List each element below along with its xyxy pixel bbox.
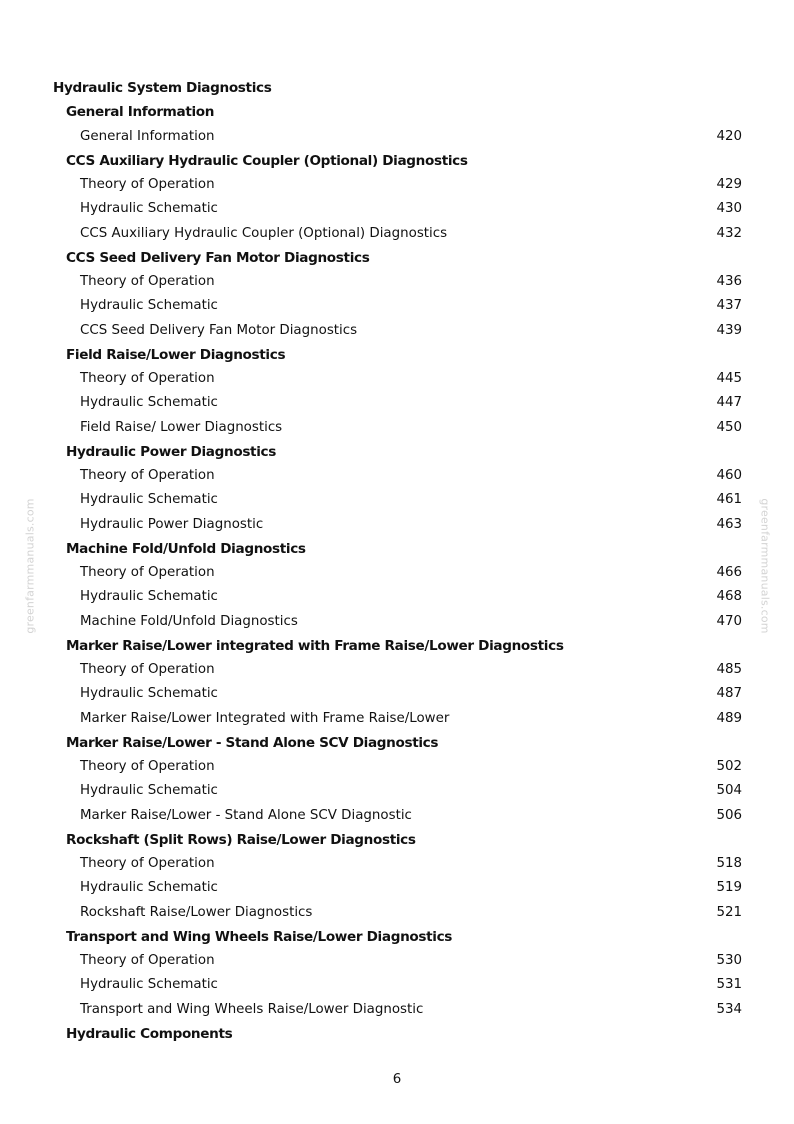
toc-entry-label: Theory of Operation xyxy=(80,371,215,386)
toc-section-heading-label: Rockshaft (Split Rows) Raise/Lower Diagnostics xyxy=(66,831,416,848)
toc-entry-label: Theory of Operation xyxy=(80,565,215,580)
toc-entry-page: 429 xyxy=(716,177,742,192)
toc-entry[interactable] xyxy=(53,973,742,997)
toc-entry-label: Hydraulic Schematic xyxy=(80,395,218,411)
toc-entry[interactable] xyxy=(53,682,742,706)
toc-chapter-title[interactable] xyxy=(53,76,742,100)
toc-entry[interactable] xyxy=(53,197,742,221)
toc-entry-page: 487 xyxy=(716,686,742,702)
toc-section-heading[interactable] xyxy=(53,828,742,852)
toc-entry[interactable] xyxy=(53,125,742,149)
toc-section-heading-label: Marker Raise/Lower - Stand Alone SCV Diagnostics xyxy=(66,734,439,751)
toc-entry-page: 485 xyxy=(716,662,742,677)
toc-chapter-title-label: Hydraulic System Diagnostics xyxy=(53,80,272,96)
toc-entry-label: CCS Auxiliary Hydraulic Coupler (Optional) Diagnostics xyxy=(80,225,448,241)
toc-entry-page: 468 xyxy=(716,589,742,605)
watermark-right: greenfarmmanuals.com xyxy=(758,498,772,634)
toc-section-heading-label: CCS Auxiliary Hydraulic Coupler (Optional) Diagnostics xyxy=(66,152,468,169)
toc-entry-page: 463 xyxy=(716,516,742,532)
toc-section-heading[interactable] xyxy=(53,925,742,949)
toc-entry[interactable] xyxy=(53,222,742,246)
toc-entry-page: 531 xyxy=(716,977,742,993)
toc-entry[interactable] xyxy=(53,464,742,488)
toc-entry[interactable] xyxy=(53,658,742,682)
table-of-contents xyxy=(53,76,742,1046)
toc-entry-page: 437 xyxy=(716,298,742,314)
toc-section-heading[interactable] xyxy=(53,537,742,561)
toc-entry-page: 506 xyxy=(716,807,742,823)
toc-section-heading-label: Field Raise/Lower Diagnostics xyxy=(66,346,286,363)
toc-entry[interactable] xyxy=(53,585,742,609)
toc-section-heading-label: Hydraulic Power Diagnostics xyxy=(66,443,276,460)
toc-entry[interactable] xyxy=(53,901,742,925)
toc-entry-page: 432 xyxy=(716,225,742,241)
toc-entry[interactable] xyxy=(53,707,742,731)
toc-entry-label: Hydraulic Schematic xyxy=(80,492,218,508)
watermark-left: greenfarmmanuals.com xyxy=(23,498,37,634)
toc-entry-label: Theory of Operation xyxy=(80,662,215,677)
toc-entry-label: Hydraulic Schematic xyxy=(80,589,218,605)
toc-entry-page: 530 xyxy=(716,953,742,968)
toc-entry-label: Theory of Operation xyxy=(80,759,215,774)
toc-entry[interactable] xyxy=(53,561,742,585)
toc-entry-label: Theory of Operation xyxy=(80,468,215,483)
toc-entry-page: 504 xyxy=(716,783,742,799)
toc-entry-label: General Information xyxy=(80,128,215,144)
toc-entry-page: 447 xyxy=(716,395,742,411)
toc-sections xyxy=(53,100,742,1046)
toc-entry-page: 519 xyxy=(716,880,742,896)
toc-entry-label: Hydraulic Schematic xyxy=(80,977,218,993)
toc-entry-page: 518 xyxy=(716,856,742,871)
toc-entry-label: Machine Fold/Unfold Diagnostics xyxy=(80,613,298,629)
toc-section-heading[interactable] xyxy=(53,246,742,270)
toc-entry-page: 420 xyxy=(716,128,742,144)
toc-section-heading-label: Transport and Wing Wheels Raise/Lower Diagnostics xyxy=(66,928,453,945)
toc-entry[interactable] xyxy=(53,294,742,318)
toc-section-heading-label: General Information xyxy=(66,104,215,121)
toc-section-heading-label: CCS Seed Delivery Fan Motor Diagnostics xyxy=(66,249,370,266)
toc-section-heading[interactable] xyxy=(53,1022,742,1046)
toc-section-heading-label: Machine Fold/Unfold Diagnostics xyxy=(66,540,306,557)
toc-entry[interactable] xyxy=(53,610,742,634)
toc-section-heading[interactable] xyxy=(53,440,742,464)
toc-entry-page: 436 xyxy=(716,274,742,289)
toc-entry[interactable] xyxy=(53,998,742,1022)
toc-entry-page: 470 xyxy=(716,613,742,629)
toc-entry-label: Theory of Operation xyxy=(80,953,215,968)
toc-entry-page: 445 xyxy=(716,371,742,386)
toc-entry-label: Hydraulic Schematic xyxy=(80,201,218,217)
toc-entry[interactable] xyxy=(53,270,742,294)
toc-section-heading[interactable] xyxy=(53,343,742,367)
toc-section-heading[interactable] xyxy=(53,100,742,124)
toc-entry[interactable] xyxy=(53,173,742,197)
toc-entry-label: Theory of Operation xyxy=(80,274,215,289)
toc-entry-label: Theory of Operation xyxy=(80,177,215,192)
toc-entry[interactable] xyxy=(53,391,742,415)
toc-entry[interactable] xyxy=(53,876,742,900)
toc-section-heading[interactable] xyxy=(53,731,742,755)
toc-entry-label: Rockshaft Raise/Lower Diagnostics xyxy=(80,904,313,920)
toc-entry[interactable] xyxy=(53,755,742,779)
toc-entry-label: Theory of Operation xyxy=(80,856,215,871)
toc-entry[interactable] xyxy=(53,367,742,391)
toc-entry-page: 460 xyxy=(716,468,742,483)
toc-entry-page: 430 xyxy=(716,201,742,217)
toc-entry-label: Hydraulic Schematic xyxy=(80,880,218,896)
toc-section-heading-label: Hydraulic Components xyxy=(66,1025,233,1042)
toc-entry-label: CCS Seed Delivery Fan Motor Diagnostics xyxy=(80,322,358,338)
toc-entry-page: 489 xyxy=(716,710,742,726)
toc-entry[interactable] xyxy=(53,779,742,803)
toc-entry[interactable] xyxy=(53,319,742,343)
toc-entry[interactable] xyxy=(53,488,742,512)
toc-entry-label: Hydraulic Power Diagnostic xyxy=(80,516,264,532)
toc-entry-page: 502 xyxy=(716,759,742,774)
toc-entry-page: 461 xyxy=(716,492,742,508)
toc-entry-page: 450 xyxy=(716,419,742,435)
toc-entry[interactable] xyxy=(53,804,742,828)
toc-section-heading-label: Marker Raise/Lower integrated with Frame Raise/Lower Diagnostics xyxy=(66,637,564,654)
toc-entry-label: Marker Raise/Lower - Stand Alone SCV Diagnostic xyxy=(80,807,412,823)
toc-entry-label: Hydraulic Schematic xyxy=(80,686,218,702)
toc-section-heading[interactable] xyxy=(53,149,742,173)
toc-section-heading[interactable] xyxy=(53,634,742,658)
toc-entry-page: 521 xyxy=(716,904,742,920)
toc-entry[interactable] xyxy=(53,949,742,973)
toc-entry-label: Hydraulic Schematic xyxy=(80,298,218,314)
toc-entry-label: Marker Raise/Lower Integrated with Frame Raise/Lower xyxy=(80,710,450,726)
toc-entry-label: Field Raise/ Lower Diagnostics xyxy=(80,419,283,435)
page-number: 6 xyxy=(392,1072,402,1087)
toc-entry-label: Hydraulic Schematic xyxy=(80,783,218,799)
toc-entry-page: 466 xyxy=(716,565,742,580)
toc-entry-page: 439 xyxy=(716,322,742,338)
toc-entry[interactable] xyxy=(53,852,742,876)
toc-entry[interactable] xyxy=(53,416,742,440)
toc-entry-page: 534 xyxy=(716,1001,742,1017)
toc-entry[interactable] xyxy=(53,513,742,537)
toc-entry-label: Transport and Wing Wheels Raise/Lower Diagnostic xyxy=(80,1001,424,1017)
